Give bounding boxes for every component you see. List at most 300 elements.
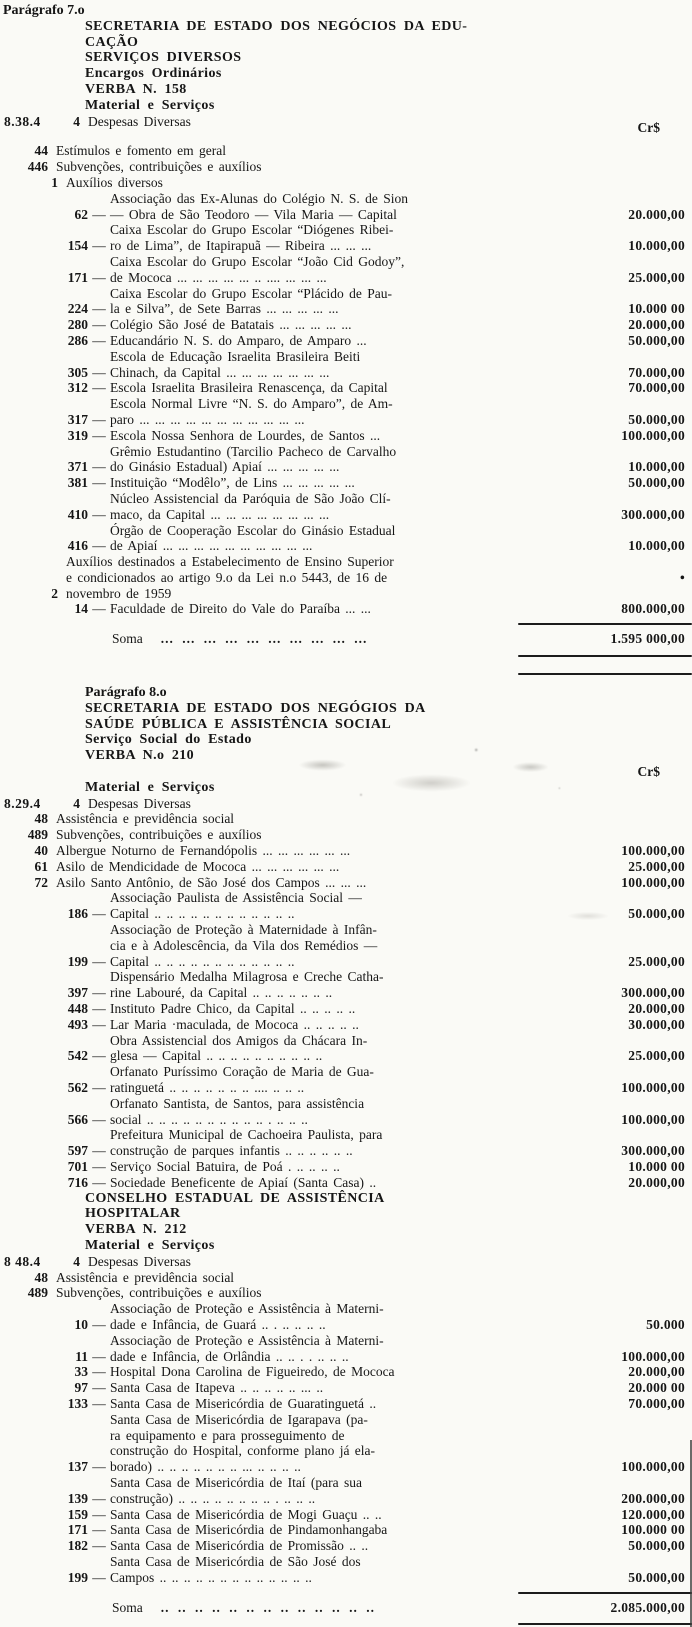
class-number: 4: [73, 113, 80, 129]
text-line: Despesas Diversas: [88, 113, 191, 129]
heading-line: SECRETARIA DE ESTADO DOS NEGÓCIOS DA EDU-: [85, 18, 468, 34]
entry-row: [0, 1301, 692, 1333]
text-line: ro de Lima”, de Itapirapuã — Ribeira ... ... ...: [110, 238, 372, 254]
item-number: 48: [34, 1269, 48, 1285]
amount: 10.000,00: [628, 238, 685, 254]
sum-rule-above: [518, 1592, 692, 1594]
entry-row: [0, 380, 692, 396]
dash-separator: —: [92, 1364, 106, 1380]
text-line: Santa Casa de Misericórdia de Promissão .. ..: [110, 1538, 369, 1554]
section-heading: [85, 1191, 692, 1223]
dash-separator: —: [92, 538, 106, 554]
item-number: 224: [67, 301, 88, 317]
dash-separator: —: [92, 1143, 106, 1159]
text-line: de Mococa ... ... ... ... ... .. .... ... ... ...: [110, 269, 327, 285]
amount: 20.000,00: [628, 1001, 685, 1017]
entry-text: [56, 159, 692, 175]
dash-separator: —: [92, 1395, 106, 1411]
entry-row: [0, 254, 692, 286]
text-line: novembro de 1959: [66, 585, 172, 601]
section-heading: [85, 780, 692, 796]
heading-line: Material e Serviços: [85, 97, 215, 113]
entry-text: [110, 444, 567, 476]
dash-separator: —: [92, 953, 106, 969]
item-number: 62: [74, 206, 88, 222]
amount: 10.000 00: [628, 1158, 685, 1174]
class-number: 4: [73, 1253, 80, 1269]
text-line: Lar Maria ·maculada, de Mococa .. .. .. .. ..: [110, 1016, 359, 1032]
entry-row: [0, 1017, 692, 1033]
dash-separator: —: [92, 317, 106, 333]
text-line: Associação de Proteção e Assistência à Materni-: [110, 1332, 384, 1348]
entry-row: [0, 969, 692, 1001]
entry-row: [0, 444, 692, 476]
heading-line: Encargos Ordinários: [85, 66, 222, 82]
text-line: Santa Casa de Itapeva .. .. .. .. .. ... ..: [110, 1380, 324, 1396]
dash-separator: —: [92, 1538, 106, 1554]
item-number: 410: [67, 506, 88, 522]
classification-text: [88, 796, 692, 812]
entry-row: [0, 523, 692, 555]
entry-row: [0, 1412, 692, 1475]
dash-separator: —: [92, 1459, 106, 1475]
entry-text: [56, 875, 567, 891]
text-line: Associação de Proteção à Maternidade à Infân-: [110, 922, 377, 938]
section-heading: [85, 732, 692, 748]
amount: 100.000,00: [621, 843, 685, 859]
entry-text: [110, 1159, 567, 1175]
entry-text: [110, 380, 567, 396]
dash-separator: —: [92, 459, 106, 475]
amount: 20.000,00: [628, 317, 685, 333]
item-number: 171: [67, 1522, 88, 1538]
entry-row: [0, 1001, 692, 1017]
entry-text: [110, 333, 567, 349]
item-number: 305: [67, 364, 88, 380]
entry-row: [0, 1159, 692, 1175]
text-line: Capital .. .. .. .. .. .. .. .. .. .. .. ..: [110, 953, 295, 969]
entry-row: [0, 1507, 692, 1523]
currency-label: Cr$: [637, 119, 660, 135]
item-number: 159: [67, 1506, 88, 1522]
entry-text: [110, 969, 567, 1001]
amount: 100.000,00: [621, 1080, 685, 1095]
item-number: 446: [27, 159, 48, 175]
amount: 300.000,00: [621, 1143, 685, 1159]
entry-text: [56, 1285, 692, 1301]
entry-text: [110, 601, 567, 617]
text-line: Escola Normal Livre “N. S. do Amparo”, de Am-: [110, 396, 393, 412]
item-number: 448: [67, 1001, 88, 1017]
entry-text: [110, 1301, 567, 1333]
section-heading: [85, 82, 692, 98]
dash-separator: —: [92, 985, 106, 1001]
text-line: Escola de Educação Israelita Brasileira Beiti: [110, 348, 361, 364]
entry-text: [56, 1270, 692, 1286]
vertical-gap: [0, 675, 692, 685]
text-line: do Ginásio Estadual) Apiaí ... ... ... ... ...: [110, 459, 340, 475]
dash-separator: —: [92, 269, 106, 285]
entry-text: [56, 859, 567, 875]
item-number: 416: [67, 538, 88, 554]
heading-line: CAÇÃO: [85, 34, 139, 50]
entry-text: [110, 349, 567, 381]
text-line: Orfanato Santista, de Santos, para assistência: [110, 1095, 365, 1111]
dash-separator: —: [92, 411, 106, 427]
class-number: 4: [73, 795, 80, 811]
text-line: Despesas Diversas: [88, 795, 191, 811]
section-heading: [85, 98, 692, 114]
entry-text: [110, 1522, 567, 1538]
amount: 10.000,00: [628, 538, 685, 554]
dash-separator: —: [92, 1174, 106, 1190]
item-number: 597: [67, 1143, 88, 1159]
heading-line: SERVIÇOS DIVERSOS: [85, 50, 242, 66]
dash-separator: —: [92, 1522, 106, 1538]
heading-line: CONSELHO ESTADUAL DE ASSISTÊNCIA: [85, 1190, 385, 1206]
entry-text: [110, 286, 567, 318]
entry-text: [110, 1175, 567, 1191]
amount: 100.000,00: [621, 874, 685, 890]
item-number: 701: [67, 1158, 88, 1174]
entry-row: [0, 491, 692, 523]
section-heading: [85, 19, 692, 66]
item-number: 542: [67, 1048, 88, 1064]
entry-text: [110, 1001, 567, 1017]
dash-separator: —: [92, 1569, 106, 1585]
text-line: Santa Casa de Misericórdia de Guaratinguetá ..: [110, 1395, 377, 1411]
entry-text: [66, 554, 567, 601]
heading-line: VERBA N. 212: [85, 1222, 187, 1238]
item-number: 2: [51, 585, 58, 601]
entry-text: [110, 222, 567, 254]
heading-line: HOSPITALAR: [85, 1206, 181, 1222]
heading-line: Material e Serviços: [85, 1237, 215, 1253]
item-number: 489: [27, 1285, 48, 1301]
text-line: Associação de Proteção e Assistência à Materni-: [110, 1301, 384, 1317]
text-line: Santa Casa de Misericórdia de São José dos: [110, 1553, 361, 1569]
entry-row: [0, 922, 692, 969]
text-line: Orfanato Puríssimo Coração de Maria de Gua-: [110, 1064, 374, 1080]
paragraph-label: Parágrafo 8.o: [85, 685, 167, 701]
classification-code: 8.38.4: [4, 113, 41, 129]
dash-separator: —: [92, 1158, 106, 1174]
entry-text: [110, 1538, 567, 1554]
amount: 25.000,00: [628, 269, 685, 285]
text-line: maco, da Capital ... ... ... ... ... ... ... ...: [110, 506, 330, 522]
text-line: borado) .. .. .. .. .. .. .. ... .. .. .. ..: [110, 1459, 301, 1475]
entry-row: [0, 475, 692, 491]
dash-separator: —: [92, 475, 106, 491]
item-number: 186: [67, 906, 88, 922]
entry-text: [110, 1554, 567, 1586]
sum-row: [0, 631, 692, 647]
dash-separator: —: [92, 427, 106, 443]
dash-separator: —: [92, 506, 106, 522]
dash-separator: —: [92, 906, 106, 922]
item-number: 44: [34, 143, 48, 159]
entry-row: [0, 1333, 692, 1365]
text-line: Campos .. .. .. .. .. .. .. .. .. .. .. .. ..: [110, 1569, 312, 1585]
item-number: 33: [74, 1364, 88, 1380]
entry-row: [0, 1285, 692, 1301]
item-number: 40: [34, 843, 48, 859]
dash-separator: —: [92, 1380, 106, 1396]
item-number: 199: [67, 1569, 88, 1585]
entry-row: [0, 890, 692, 922]
entry-text: [56, 827, 692, 843]
dash-separator: —: [92, 1111, 106, 1127]
entry-row: [0, 1380, 692, 1396]
text-line: dade e Infância, de Orlândia .. .. . . .. .. ..: [110, 1348, 349, 1364]
text-line: rine Labouré, da Capital .. .. .. .. .. .. ..: [110, 985, 333, 1001]
text-line: Chinach, da Capital ... ... ... ... ... ... ...: [110, 364, 330, 380]
heading-line: VERBA N. 158: [85, 81, 187, 97]
dash-separator: —: [92, 1348, 106, 1364]
dash-separator: —: [92, 601, 106, 617]
entry-text: [110, 396, 567, 428]
item-number: 1: [51, 174, 58, 190]
amount: 10.000 00: [628, 301, 685, 317]
amount: 50.000,00: [628, 1538, 685, 1554]
text-line: Subvenções, contribuições e auxílios: [56, 827, 262, 843]
entry-row: [0, 1270, 692, 1286]
rows-container: [0, 3, 692, 1625]
text-line: Escola Israelita Brasileira Renascença, da Capital: [110, 380, 388, 396]
entry-row: [0, 428, 692, 444]
item-number: 312: [67, 380, 88, 396]
item-number: 319: [67, 427, 88, 443]
item-number: 716: [67, 1174, 88, 1190]
section-heading: [85, 1238, 692, 1254]
item-number: 562: [67, 1080, 88, 1095]
text-line: Santa Casa de Misericórdia de Itaí (para sua: [110, 1474, 363, 1490]
entry-row: [0, 317, 692, 333]
entry-text: [110, 254, 567, 286]
text-line: construção de parques infantis .. .. .. .. .. ..: [110, 1143, 353, 1159]
section-heading: [85, 1222, 692, 1238]
text-line: Auxílios diversos: [66, 174, 163, 190]
text-line: Caixa Escolar do Grupo Escolar “João Cid Godoy”,: [110, 253, 405, 269]
amount: 50.000: [646, 1316, 685, 1332]
entry-text: [110, 1033, 567, 1065]
item-number: 381: [67, 475, 88, 491]
dot-leaders: ... ... ... ... ... ... ... ... ... ...: [160, 631, 368, 647]
heading-line: VERBA N.o 210: [85, 748, 195, 764]
text-line: Núcleo Assistencial da Paróquia de São João Clí-: [110, 490, 391, 506]
entry-text: [110, 1096, 567, 1128]
text-line: dade e Infância, de Guará .. . .. .. .. ..: [110, 1316, 326, 1332]
dash-separator: —: [92, 1506, 106, 1522]
text-line: Capital .. .. .. .. .. .. .. .. .. .. .. ..: [110, 906, 295, 922]
dash-separator: —: [92, 238, 106, 254]
text-line: Caixa Escolar do Grupo Escolar “Plácido de Pau-: [110, 285, 393, 301]
sum-amount: 1.595 000,00: [610, 631, 685, 647]
classification-row: [0, 796, 692, 812]
text-line: Sociedade Beneficente de Apiaí (Santa Casa) ..: [110, 1174, 377, 1190]
text-line: ra equipamento e para prosseguimento de: [110, 1427, 345, 1443]
entry-row: [0, 159, 692, 175]
text-line: Grêmio Estudantino (Tarcilio Pacheco de Carvalho: [110, 443, 397, 459]
entry-row: [0, 1554, 692, 1586]
entry-row: [0, 1475, 692, 1507]
text-line: Santa Casa de Misericórdia de Mogi Guaçu .. ..: [110, 1506, 382, 1522]
text-line: Assistência e previdência social: [56, 1269, 235, 1285]
item-number: 489: [27, 827, 48, 843]
amount: 70.000,00: [628, 380, 685, 396]
text-line: Educandário N. S. do Amparo, de Amparo ...: [110, 332, 367, 348]
text-line: — Obra de São Teodoro — Vila Maria — Capital: [110, 206, 397, 222]
entry-row: [0, 1522, 692, 1538]
entry-row: [0, 349, 692, 381]
text-line: Asilo Santo Antônio, de São José dos Campos ... ... ...: [56, 874, 367, 890]
sum-label: Soma: [112, 631, 143, 647]
entry-text: [110, 191, 567, 223]
text-line: Estímulos e fomento em geral: [56, 143, 226, 159]
entry-row: [0, 143, 692, 159]
text-line: Santa Casa de Misericórdia de Igarapava (pa-: [110, 1411, 368, 1427]
amount: 50.000,00: [628, 332, 685, 348]
entry-text: [110, 523, 567, 555]
entry-row: [0, 333, 692, 349]
text-line: Albergue Noturno de Fernandópolis ... ... ... ... ... ...: [56, 843, 351, 859]
amount: 25.000,00: [628, 858, 685, 874]
text-line: la e Silva”, de Sete Barras ... ... ... ... ...: [110, 301, 339, 317]
text-line: Asilo de Mendicidade de Mococa ... ... ... ... ... ...: [56, 858, 340, 874]
dash-separator: —: [92, 1048, 106, 1064]
entry-row: [0, 1175, 692, 1191]
amount: 50.000,00: [628, 475, 685, 491]
sum-amount: 2.085.000,00: [610, 1599, 685, 1615]
amount: 100.000,00: [621, 1348, 685, 1364]
item-number: 137: [67, 1459, 88, 1475]
dash-separator: —: [92, 364, 106, 380]
text-line: Faculdade de Direito do Vale do Paraíba ... ...: [110, 601, 371, 617]
item-number: 171: [67, 269, 88, 285]
item-number: 133: [67, 1395, 88, 1411]
item-number: 154: [67, 238, 88, 254]
item-number: 11: [75, 1348, 88, 1364]
amount: 100.000,00: [621, 427, 685, 443]
text-line: social .. .. .. .. .. .. .. .. .. .. . .. .. ..: [110, 1111, 308, 1127]
entry-text: [110, 317, 567, 333]
entry-row: [0, 1396, 692, 1412]
entry-row: [0, 859, 692, 875]
heading-line: Serviço Social do Estado: [85, 732, 252, 748]
item-number: 566: [67, 1111, 88, 1127]
item-number: 139: [67, 1490, 88, 1506]
entry-row: [0, 286, 692, 318]
dash-separator: —: [92, 301, 106, 317]
section-heading: [85, 701, 692, 733]
text-line: Órgão de Cooperação Escolar do Ginásio Estadual: [110, 522, 396, 538]
item-number: 97: [74, 1380, 88, 1396]
amount: 30.000,00: [628, 1016, 685, 1032]
entry-text: [110, 1396, 567, 1412]
amount: 20.000,00: [628, 206, 685, 222]
entry-row: [0, 175, 692, 191]
entry-text: [110, 491, 567, 523]
text-line: e condicionados ao artigo 9.o da Lei n.o 5443, de 16 de: [66, 569, 388, 585]
dash-separator: —: [92, 1001, 106, 1017]
currency-row: [0, 764, 692, 780]
amount: 100.000,00: [621, 1459, 685, 1475]
entry-row: [0, 1538, 692, 1554]
text-line: de Apiaí ... ... ... ... ... ... ... ... ... ...: [110, 538, 313, 554]
entry-text: [56, 811, 692, 827]
classification-code: 8.29.4: [4, 795, 41, 811]
text-line: Instituição “Modêlo”, de Lins ... ... ... ... ...: [110, 475, 355, 491]
entry-row: [0, 1033, 692, 1065]
dash-separator: —: [92, 380, 106, 396]
text-line: Prefeitura Municipal de Cachoeira Paulista, para: [110, 1127, 383, 1143]
item-number: 10: [74, 1316, 88, 1332]
amount: 20.000,00: [628, 1174, 685, 1190]
text-line: Subvenções, contribuições e auxílios: [56, 159, 262, 175]
sum-rule-below: [518, 655, 692, 657]
vertical-gap: [0, 129, 692, 143]
entry-row: [0, 811, 692, 827]
amount: 800.000,00: [621, 601, 685, 617]
entry-text: [110, 475, 567, 491]
item-number: 199: [67, 953, 88, 969]
entry-row: [0, 601, 692, 617]
amount: 50.000,00: [628, 411, 685, 427]
amount: 200.000,00: [621, 1490, 685, 1506]
amount: •: [679, 569, 685, 585]
text-line: Associação Paulista de Assistência Social —: [110, 890, 362, 906]
entry-text: [110, 1507, 567, 1523]
classification-row: [0, 1254, 692, 1270]
item-number: 182: [67, 1538, 88, 1554]
classification-text: [88, 1254, 692, 1270]
sum-label: Soma: [112, 1599, 143, 1615]
text-line: paro ... ... ... ... ... ... ... ... ... ... ...: [110, 411, 305, 427]
entry-text: [56, 143, 692, 159]
classification-text: [88, 114, 692, 130]
entry-text: [56, 843, 567, 859]
text-line: Hospital Dona Carolina de Figueiredo, de Mococa: [110, 1364, 395, 1380]
amount: 50.000,00: [628, 1569, 685, 1585]
classification-row: [0, 113, 692, 135]
sum-rule-below: [518, 1623, 692, 1625]
text-line: Serviço Social Batuira, de Poá . .. .. .. ..: [110, 1158, 340, 1174]
heading-line: SAÚDE PÚBLICA E ASSISTÊNCIA SOCIAL: [85, 716, 392, 732]
amount: 120.000,00: [621, 1506, 685, 1522]
entry-text: [110, 1064, 567, 1096]
text-line: Instituto Padre Chico, da Capital .. .. .. .. ..: [110, 1001, 356, 1017]
entry-row: [0, 1127, 692, 1159]
text-line: Escola Nossa Senhora de Lourdes, de Santos ...: [110, 427, 381, 443]
sum-row: [0, 1600, 692, 1616]
text-line: construção) .. .. .. .. .. .. .. .. . .. .. ..: [110, 1490, 316, 1506]
item-number: 14: [74, 601, 88, 617]
amount: 100.000,00: [621, 1111, 685, 1127]
amount: 10.000,00: [628, 459, 685, 475]
text-line: Auxílios destinados a Estabelecimento de Ensino Superior: [66, 554, 394, 570]
entry-row: [0, 191, 692, 223]
item-number: 48: [34, 811, 48, 827]
amount: 300.000,00: [621, 985, 685, 1001]
item-number: 72: [34, 874, 48, 890]
item-number: 317: [67, 411, 88, 427]
amount: 70.000,00: [628, 1395, 685, 1411]
heading-line: SECRETARIA DE ESTADO DOS NEGÓGIOS DA: [85, 700, 426, 716]
entry-text: [110, 1475, 567, 1507]
amount: 20.000 00: [628, 1380, 685, 1396]
amount: 300.000,00: [621, 506, 685, 522]
entry-text: [110, 890, 567, 922]
